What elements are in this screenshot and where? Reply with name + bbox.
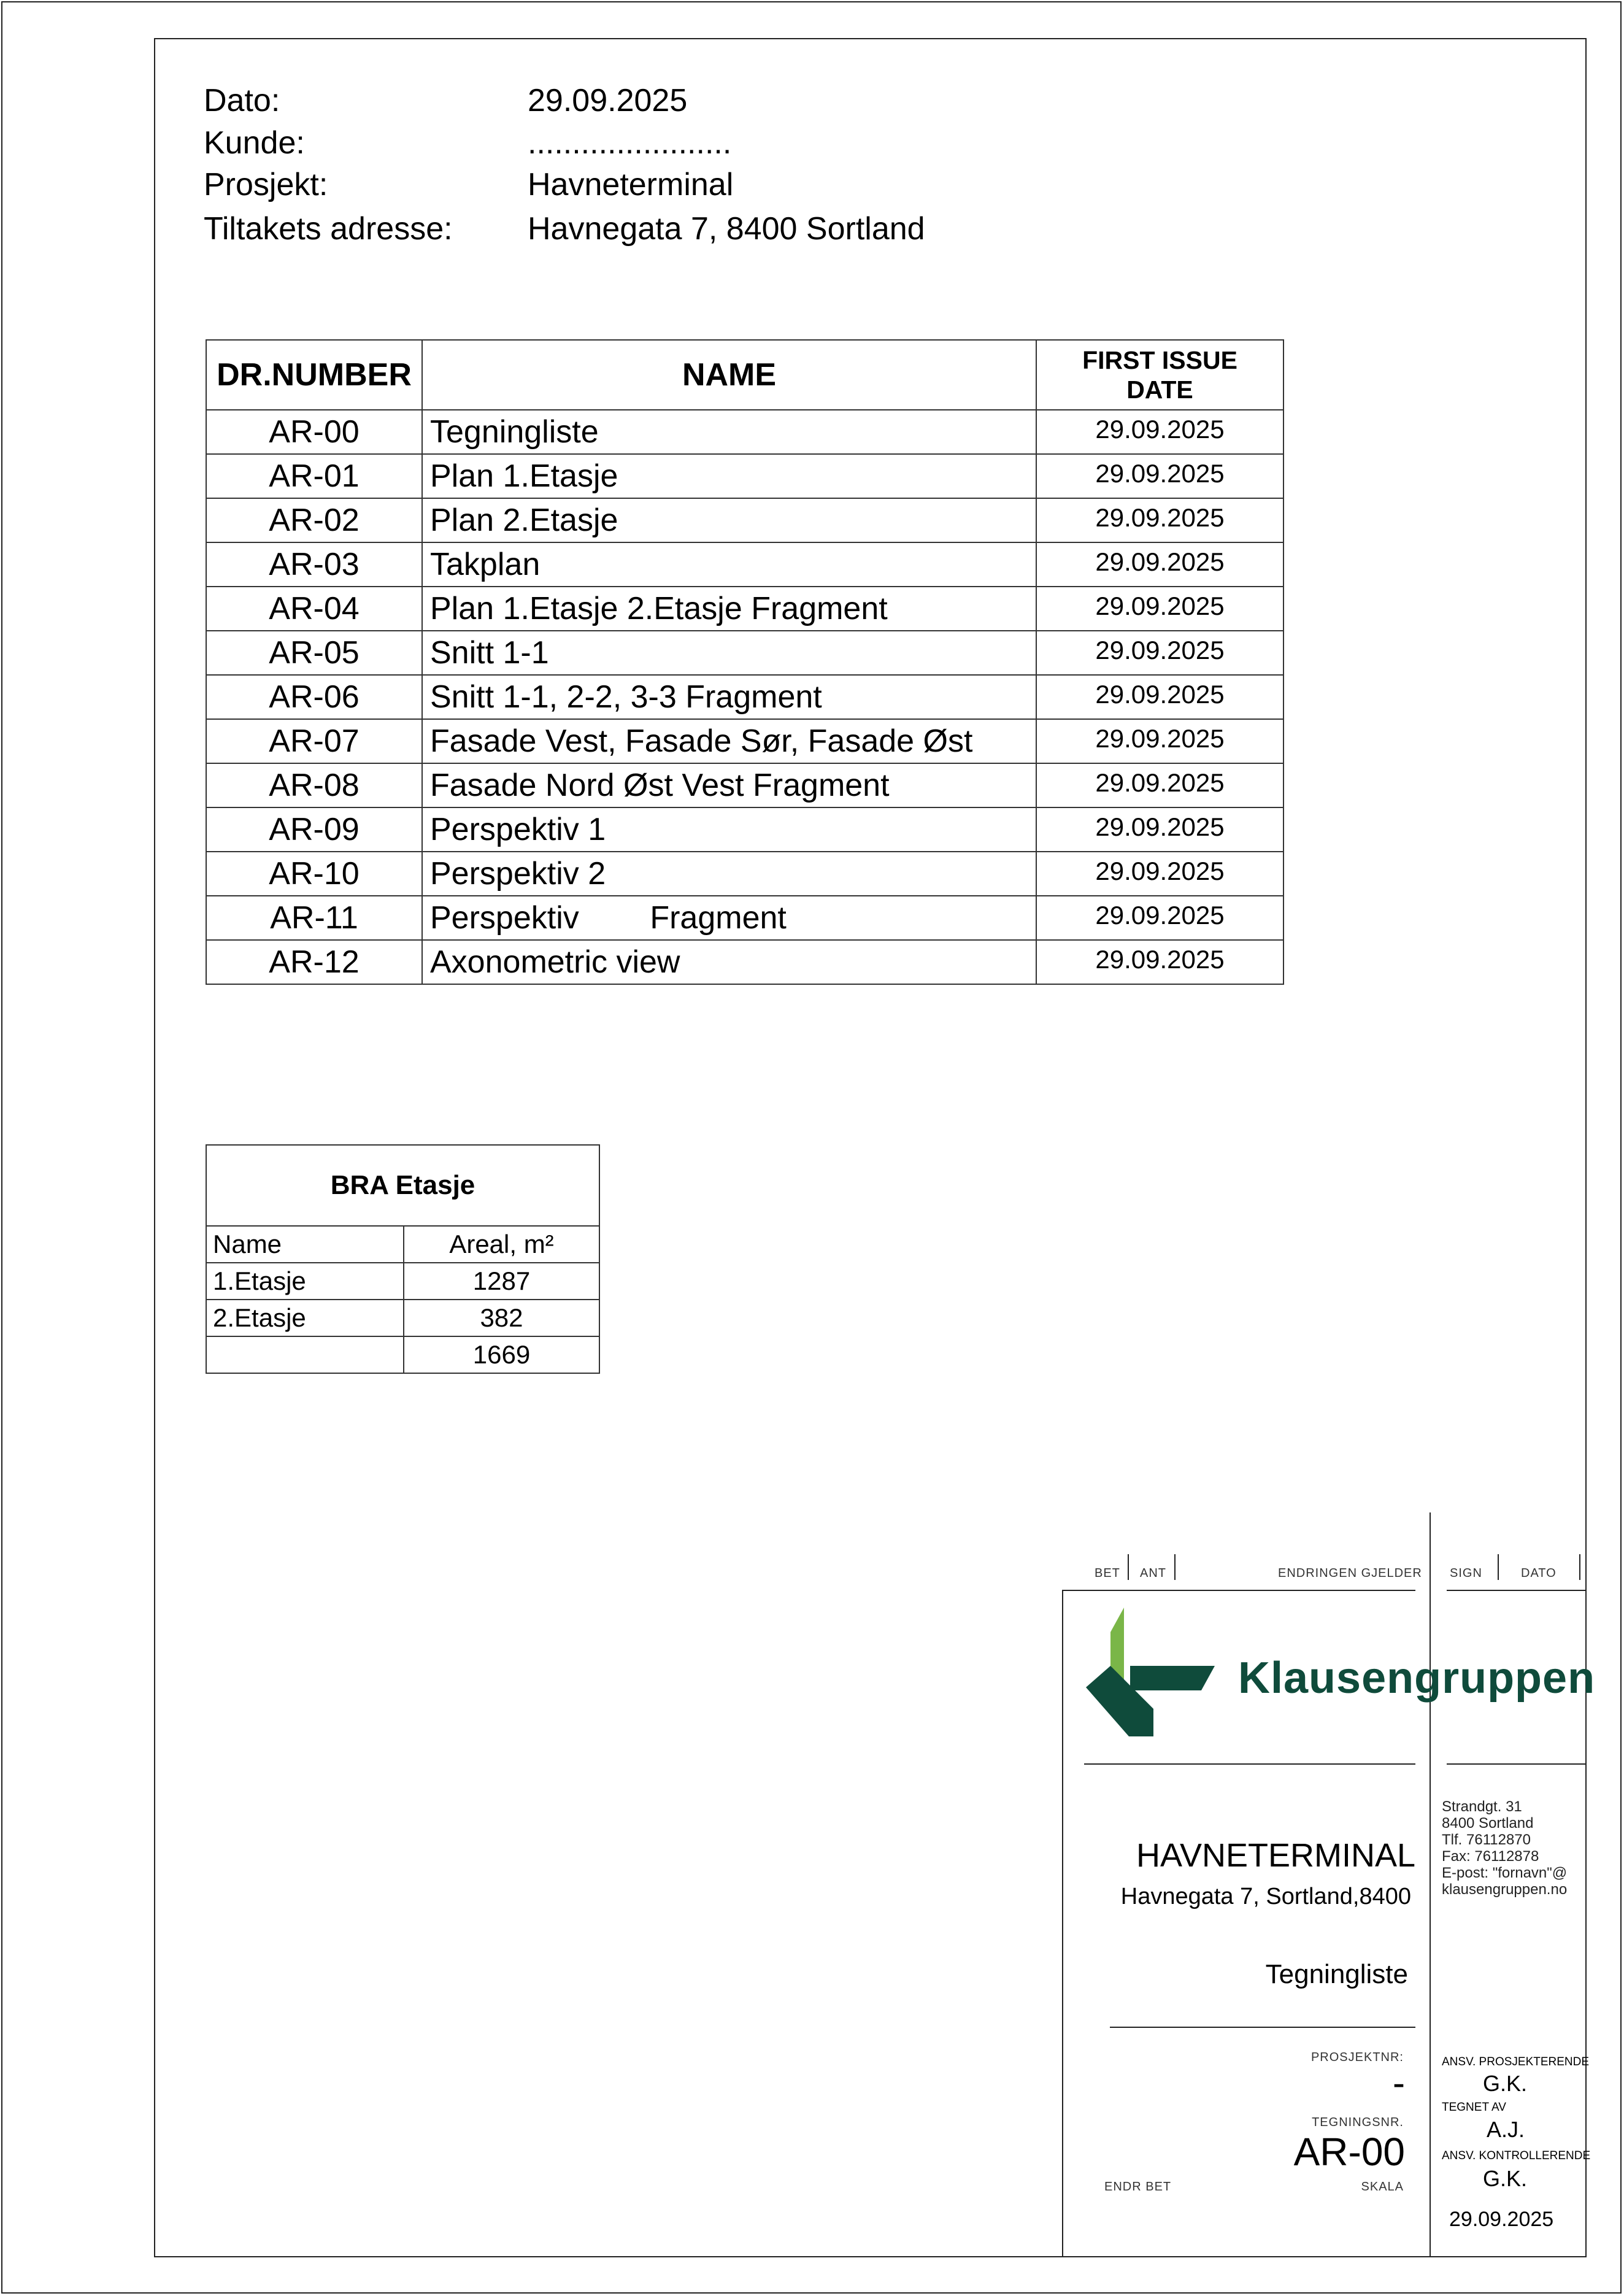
revision-date-label: DATO: [1521, 1566, 1557, 1580]
date-value: 29.09.2025: [528, 83, 688, 118]
klausengruppen-logo-icon: [1086, 1608, 1218, 1736]
prosjektnr-label: PROSJEKTNR:: [1310, 2051, 1404, 2064]
drawing-number: AR-04: [206, 587, 422, 631]
table-row: [206, 896, 1283, 940]
address-label: Tiltakets adresse:: [204, 211, 453, 247]
table-row: [206, 498, 1283, 542]
project-address: Havnegata 7, Sortland,8400: [1120, 1884, 1411, 1909]
title-block-divider: [1430, 1512, 1431, 2257]
logo-bottom-line: [1084, 1763, 1415, 1765]
drawing-title: Tegningliste: [1265, 1959, 1408, 1989]
project-value: Havneterminal: [528, 167, 734, 202]
revision-separator: [1579, 1554, 1580, 1580]
drawing-date: 29.09.2025: [1036, 852, 1283, 896]
date-label: Dato:: [204, 83, 280, 118]
table-row: [206, 763, 1283, 807]
table-row: [206, 587, 1283, 631]
drawing-name: Fasade Nord Øst Vest Fragment: [422, 763, 1036, 807]
title-block-left-border: [1062, 1590, 1063, 2257]
project-label: Prosjekt:: [204, 167, 328, 202]
table-row: [206, 852, 1283, 896]
table-row: [206, 940, 1283, 984]
drawing-list-table: [206, 339, 1284, 985]
area-table-header-row: [206, 1226, 599, 1263]
drawing-number: AR-05: [206, 631, 422, 675]
company-contact: [1442, 1798, 1567, 1898]
ansv-prosjekterende-label: ANSV. PROSJEKTERENDE: [1442, 2055, 1590, 2068]
drawing-name: Perspektiv 1: [422, 807, 1036, 852]
drawing-name: Axonometric view: [422, 940, 1036, 984]
drawing-name: Perspektiv 2: [422, 852, 1036, 896]
endr-bet-label: ENDR BET: [1104, 2180, 1172, 2194]
table-row: [206, 719, 1283, 763]
drawing-number: AR-11: [206, 896, 422, 940]
drawing-number: AR-09: [206, 807, 422, 852]
revision-separator: [1128, 1554, 1129, 1580]
client-label: Kunde:: [204, 125, 305, 161]
area-header-name: Name: [206, 1226, 404, 1263]
column-header-date-line2: DATE: [1126, 376, 1193, 404]
drawing-number: AR-06: [206, 675, 422, 719]
tegningsnr-label: TEGNINGSNR.: [1312, 2116, 1404, 2129]
tegnet-av-value: A.J.: [1487, 2117, 1525, 2142]
title-block-date: 29.09.2025: [1449, 2208, 1554, 2231]
table-header-row: [206, 340, 1283, 410]
table-row: [206, 1263, 599, 1300]
ansv-kontrollerende-value: G.K.: [1483, 2166, 1528, 2191]
contact-phone: Tlf. 76112870: [1442, 1832, 1531, 1848]
revision-sign-label: SIGN: [1450, 1566, 1482, 1580]
contact-street: Strandgt. 31: [1442, 1798, 1522, 1815]
contact-postal: 8400 Sortland: [1442, 1815, 1534, 1832]
drawing-name: Takplan: [422, 542, 1036, 587]
drawing-date: 29.09.2025: [1036, 498, 1283, 542]
drawing-number: AR-07: [206, 719, 422, 763]
area-row-name: [206, 1336, 404, 1373]
title-bottom-line: [1110, 2027, 1415, 2028]
table-row: [206, 1336, 599, 1373]
drawing-name: Plan 1.Etasje: [422, 454, 1036, 498]
area-table: [206, 1144, 600, 1374]
drawing-name: Plan 2.Etasje: [422, 498, 1036, 542]
table-row: [206, 631, 1283, 675]
drawing-date: 29.09.2025: [1036, 940, 1283, 984]
drawing-name: Snitt 1-1, 2-2, 3-3 Fragment: [422, 675, 1036, 719]
contact-fax: Fax: 76112878: [1442, 1848, 1539, 1865]
client-value: .......................: [528, 125, 732, 161]
area-row-value: 1669: [404, 1336, 599, 1373]
address-value: Havnegata 7, 8400 Sortland: [528, 211, 925, 247]
drawing-name: Snitt 1-1: [422, 631, 1036, 675]
drawing-date: 29.09.2025: [1036, 675, 1283, 719]
ansv-prosjekterende-value: G.K.: [1483, 2071, 1528, 2096]
table-row: [206, 675, 1283, 719]
drawing-date: 29.09.2025: [1036, 542, 1283, 587]
drawing-date: 29.09.2025: [1036, 587, 1283, 631]
drawing-date: 29.09.2025: [1036, 807, 1283, 852]
prosjektnr-value: -: [1393, 2062, 1405, 2103]
drawing-number: AR-02: [206, 498, 422, 542]
drawing-date: 29.09.2025: [1036, 719, 1283, 763]
revision-change-label: ENDRINGEN GJELDER: [1278, 1566, 1422, 1580]
column-header-date: [1036, 340, 1283, 410]
drawing-number: AR-00: [206, 410, 422, 454]
tegnet-av-label: TEGNET AV: [1442, 2101, 1506, 2114]
column-header-number: DR.NUMBER: [206, 340, 422, 410]
area-row-name: 1.Etasje: [206, 1263, 404, 1300]
area-row-name: 2.Etasje: [206, 1300, 404, 1336]
column-header-date-line1: FIRST ISSUE: [1082, 346, 1237, 374]
revision-bet-label: BET: [1095, 1566, 1120, 1580]
drawing-number: AR-03: [206, 542, 422, 587]
drawing-name: Tegningliste: [422, 410, 1036, 454]
area-table-title: BRA Etasje: [206, 1145, 599, 1226]
drawing-date: 29.09.2025: [1036, 896, 1283, 940]
contact-domain: klausengruppen.no: [1442, 1881, 1568, 1898]
logo-bottom-line-right: [1447, 1763, 1585, 1765]
area-header-area: Areal, m²: [404, 1226, 599, 1263]
drawing-number: AR-12: [206, 940, 422, 984]
drawing-name: Plan 1.Etasje 2.Etasje Fragment: [422, 587, 1036, 631]
drawing-number: AR-01: [206, 454, 422, 498]
tegningsnr-value: AR-00: [1293, 2130, 1405, 2174]
drawing-date: 29.09.2025: [1036, 454, 1283, 498]
drawing-number: AR-08: [206, 763, 422, 807]
area-row-value: 382: [404, 1300, 599, 1336]
area-table-title-row: [206, 1145, 599, 1226]
ansv-kontrollerende-label: ANSV. KONTROLLERENDE: [1442, 2149, 1591, 2162]
drawing-name: Fasade Vest, Fasade Sør, Fasade Øst: [422, 719, 1036, 763]
area-row-value: 1287: [404, 1263, 599, 1300]
revision-line-right: [1447, 1590, 1585, 1591]
revision-line-left: [1062, 1590, 1415, 1591]
revision-ant-label: ANT: [1140, 1566, 1166, 1580]
drawing-number: AR-10: [206, 852, 422, 896]
table-row: [206, 454, 1283, 498]
table-row: [206, 410, 1283, 454]
drawing-name: Perspektiv Fragment: [422, 896, 1036, 940]
drawing-date: 29.09.2025: [1036, 410, 1283, 454]
table-row: [206, 542, 1283, 587]
revision-separator: [1174, 1554, 1176, 1580]
skala-label: SKALA: [1361, 2180, 1404, 2194]
column-header-name: NAME: [422, 340, 1036, 410]
drawing-date: 29.09.2025: [1036, 631, 1283, 675]
project-title: HAVNETERMINAL: [1136, 1837, 1416, 1874]
contact-email: E-post: "fornavn"@: [1442, 1865, 1568, 1881]
drawing-date: 29.09.2025: [1036, 763, 1283, 807]
table-row: [206, 1300, 599, 1336]
table-row: [206, 807, 1283, 852]
revision-separator: [1498, 1554, 1499, 1580]
company-name: Klausengruppen: [1238, 1654, 1596, 1703]
